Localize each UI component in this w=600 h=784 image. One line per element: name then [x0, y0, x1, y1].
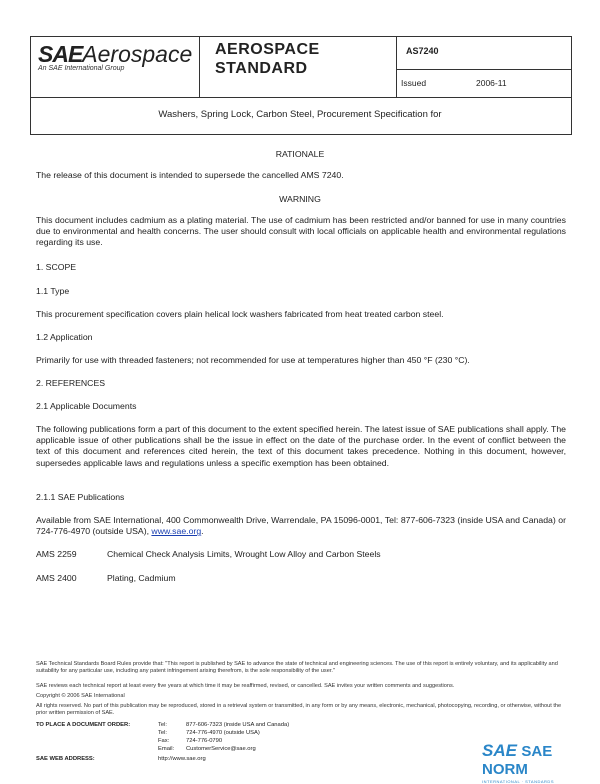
reference-title: Chemical Check Analysis Limits, Wrought Low Alloy and Carbon Steels — [107, 549, 381, 559]
tel-inside-usa: 877-606-7323 (inside USA and Canada) — [186, 722, 290, 728]
scope-heading: 1. SCOPE — [36, 262, 77, 272]
header-divider — [396, 69, 571, 70]
rationale-text: The release of this document is intended to supersede the cancelled AMS 7240. — [36, 170, 344, 180]
sae-publications-body: Available from SAE International, 400 Commonwealth Drive, Warrendale, PA 15096-0001, Tel: 877-606-7323 (inside USA and Canada) or 724-776-4970 (outside USA), — [36, 515, 566, 537]
email-label: Email: — [158, 746, 175, 752]
application-text: Primarily for use with threaded fasteners; not recommended for use at temperatures higher than 450 °F (230 °C). — [36, 355, 470, 365]
document-title: Washers, Spring Lock, Carbon Steel, Procurement Specification for — [158, 109, 442, 120]
standard-title — [215, 40, 320, 78]
type-heading: 1.1 Type — [36, 286, 70, 296]
watermark-tagline: INTERNATIONAL · STANDARDS — [482, 779, 554, 784]
sae-publications-heading: 2.1.1 SAE Publications — [36, 492, 125, 502]
document-number: AS7240 — [406, 46, 439, 56]
standard-title-line1: AEROSPACE — [215, 41, 320, 58]
issued-date: 2006-11 — [476, 78, 507, 88]
references-heading: 2. REFERENCES — [36, 378, 106, 388]
reference-code: AMS 2400 — [36, 573, 77, 583]
sae-publications-end: . — [201, 526, 204, 537]
watermark-text: SAE NORM — [482, 743, 553, 778]
warning-text: This document includes cadmium as a plating material. The use of cadmium has been restricted and/or banned for use in many countries due to environmental and health concerns. The user should consult with local officials on applicable health and environmental regulations regarding its use. — [36, 215, 566, 248]
type-text: This procurement specification covers plain helical lock washers fabricated from heat treated carbon steel. — [36, 309, 444, 319]
rationale-heading: RATIONALE — [275, 149, 325, 159]
footer-rights-text: All rights reserved. No part of this publication may be reproduced, stored in a retrieval system or transmitted, in any form or by any means, electronic, mechanical, photocopying, recording, or otherwise, without the prior written permission of SAE. — [36, 703, 562, 717]
watermark-logo: SAE — [482, 741, 517, 760]
tel-label: Tel: — [158, 730, 168, 736]
logo-tagline: An SAE International Group — [38, 65, 125, 72]
tel-label: Tel: — [158, 722, 168, 728]
header-divider — [396, 37, 397, 97]
fax-label: Fax: — [158, 738, 170, 744]
sae-publications-text — [36, 515, 566, 537]
warning-heading: WARNING — [279, 194, 321, 204]
tel-outside-usa: 724-776-4970 (outside USA) — [186, 730, 260, 736]
email-address[interactable]: CustomerService@sae.org — [186, 746, 256, 752]
logo-sae: SAE — [38, 41, 83, 67]
fax-number: 724-776-0790 — [186, 738, 223, 744]
logo-aerospace: Aerospace — [82, 41, 193, 67]
web-label: SAE WEB ADDRESS: — [36, 756, 95, 762]
order-label: TO PLACE A DOCUMENT ORDER: — [36, 722, 131, 728]
footer-rules-text: SAE Technical Standards Board Rules provide that: "This report is published by SAE to advance the state of technical and engineering sciences. The use of this report is entirely voluntary, and its applicability and suitability for any particular use, including any patent infringement arising therefrom, is the sole responsibility of the user." — [36, 661, 558, 675]
footer-review-text: SAE reviews each technical report at least every five years at which time it may be reaffirmed, revised, or cancelled. SAE invites your written comments and suggestions. — [36, 683, 455, 689]
footer-copyright: Copyright © 2006 SAE International — [36, 693, 125, 699]
header-divider — [199, 37, 200, 97]
sae-website-link[interactable]: www.sae.org — [151, 526, 202, 537]
issued-label: Issued — [401, 78, 427, 88]
applicable-documents-text: The following publications form a part of this document to the extent specified herein. The latest issue of SAE publications shall apply. The applicable issue of other publications shall be the issue in effect on the date of the purchase order. In the event of conflict between the text of this document and references cited herein, the text of this document takes precedence. Nothing in this document, however, supersedes applicable laws and regulations unless a specific exemption has been obtained. — [36, 424, 566, 468]
reference-code: AMS 2259 — [36, 549, 77, 559]
reference-title: Plating, Cadmium — [107, 573, 176, 583]
sae-aerospace-logo — [38, 41, 192, 72]
web-address[interactable]: http://www.sae.org — [158, 756, 206, 762]
standard-title-line2: STANDARD — [215, 60, 308, 77]
applicable-documents-heading: 2.1 Applicable Documents — [36, 401, 137, 411]
sae-norm-watermark — [482, 741, 600, 784]
application-heading: 1.2 Application — [36, 332, 93, 342]
